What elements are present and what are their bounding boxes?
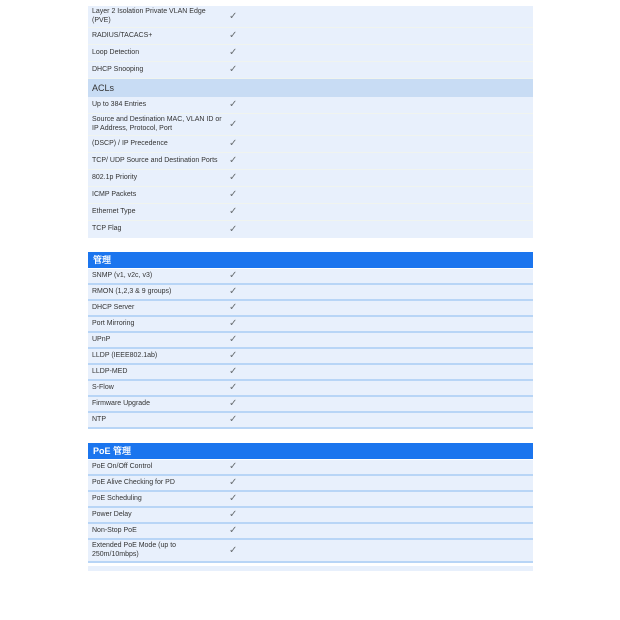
table-row: [88, 97, 533, 114]
table-row: [88, 540, 533, 563]
checkmark-icon: ✓: [229, 223, 238, 235]
table-row: [88, 413, 533, 429]
table-row: [88, 28, 533, 45]
feature-label: LLDP-MED: [92, 367, 128, 375]
table-row: [88, 204, 533, 221]
checkmark-icon: ✓: [229, 477, 238, 488]
table-row: [88, 221, 533, 238]
checkmark-icon: ✓: [229, 382, 238, 393]
feature-label: RMON (1,2,3 & 9 groups): [92, 287, 172, 295]
checkmark-icon: ✓: [229, 493, 238, 504]
checkmark-icon: ✓: [229, 64, 238, 75]
sub-section-header-row: [88, 79, 533, 97]
feature-label: Loop Detection: [92, 48, 140, 56]
table-row: [88, 524, 533, 540]
table-row: [88, 397, 533, 413]
table-row: [88, 187, 533, 204]
sub-section-label: ACLs: [92, 83, 115, 93]
table-row: [88, 381, 533, 397]
table-row: [88, 285, 533, 301]
feature-label: PoE Scheduling: [92, 494, 142, 502]
table-row: [88, 269, 533, 285]
feature-label: SNMP (v1, v2c, v3): [92, 271, 153, 279]
feature-label: Extended PoE Mode (up to 250m/10mbps): [92, 542, 177, 558]
checkmark-icon: ✓: [229, 47, 238, 58]
checkmark-icon: ✓: [229, 350, 238, 361]
table-row: [88, 476, 533, 492]
checkmark-icon: ✓: [229, 99, 238, 110]
feature-label: NTP: [92, 415, 106, 423]
feature-label: PoE On/Off Control: [92, 462, 153, 470]
feature-label: UPnP: [92, 335, 111, 343]
checkmark-icon: ✓: [229, 206, 238, 217]
table-row: [88, 508, 533, 524]
spec-sheet: [88, 6, 533, 571]
checkmark-icon: ✓: [229, 118, 238, 130]
table-row: [88, 460, 533, 476]
feature-label: Layer 2 Isolation Private VLAN Edge (PVE): [92, 8, 206, 24]
table-row: [88, 114, 533, 136]
feature-label: TCP/ UDP Source and Destination Ports: [92, 156, 218, 164]
table-row: [88, 365, 533, 381]
checkmark-icon: ✓: [229, 544, 238, 556]
feature-label: Power Delay: [92, 510, 132, 518]
table-row: [88, 492, 533, 508]
management-table-body: [88, 269, 533, 429]
table-row: [88, 153, 533, 170]
feature-label: ICMP Packets: [92, 190, 137, 198]
checkmark-icon: ✓: [229, 366, 238, 377]
feature-label: DHCP Snooping: [92, 65, 144, 73]
checkmark-icon: ✓: [229, 334, 238, 345]
checkmark-icon: ✓: [229, 318, 238, 329]
checkmark-icon: ✓: [229, 10, 238, 22]
checkmark-icon: ✓: [229, 302, 238, 313]
checkmark-icon: ✓: [229, 138, 238, 149]
poe-management-table-body: [88, 460, 533, 563]
feature-label: Port Mirroring: [92, 319, 135, 327]
feature-label: Ethernet Type: [92, 207, 136, 215]
table-row: [88, 333, 533, 349]
feature-label: Source and Destination MAC, VLAN ID or IP Address, Protocol, Port: [92, 116, 222, 132]
table-row: [88, 6, 533, 28]
table-row: [88, 317, 533, 333]
feature-label: S-Flow: [92, 383, 114, 391]
management-table-header: 管理: [88, 252, 533, 269]
feature-label: RADIUS/TACACS+: [92, 31, 153, 39]
poe-management-table-header: PoE 管理: [88, 443, 533, 460]
feature-label: Firmware Upgrade: [92, 399, 150, 407]
checkmark-icon: ✓: [229, 286, 238, 297]
table-row: [88, 136, 533, 153]
table-row: [88, 170, 533, 187]
table-row: [88, 301, 533, 317]
checkmark-icon: ✓: [229, 172, 238, 183]
checkmark-icon: ✓: [229, 414, 238, 425]
feature-label: (DSCP) / IP Precedence: [92, 139, 168, 147]
management-table: [88, 252, 533, 429]
table-row: [88, 62, 533, 79]
feature-label: PoE Alive Checking for PD: [92, 478, 175, 486]
feature-label: 802.1p Priority: [92, 173, 138, 181]
checkmark-icon: ✓: [229, 509, 238, 520]
table-gap: [88, 238, 533, 252]
feature-label: TCP Flag: [92, 225, 122, 233]
table-row: [88, 349, 533, 365]
table-row: [88, 45, 533, 62]
checkmark-icon: ✓: [229, 189, 238, 200]
poe-management-table: [88, 443, 533, 563]
checkmark-icon: ✓: [229, 30, 238, 41]
checkmark-icon: ✓: [229, 270, 238, 281]
feature-label: Non-Stop PoE: [92, 526, 137, 534]
checkmark-icon: ✓: [229, 155, 238, 166]
feature-label: LLDP (IEEE802.1ab): [92, 351, 158, 359]
cutoff-row-strip: [88, 566, 533, 571]
feature-label: Up to 384 Entries: [92, 100, 147, 108]
checkmark-icon: ✓: [229, 398, 238, 409]
feature-label: DHCP Server: [92, 303, 135, 311]
checkmark-icon: ✓: [229, 461, 238, 472]
table-gap: [88, 429, 533, 443]
features-table: [88, 6, 533, 238]
checkmark-icon: ✓: [229, 525, 238, 536]
